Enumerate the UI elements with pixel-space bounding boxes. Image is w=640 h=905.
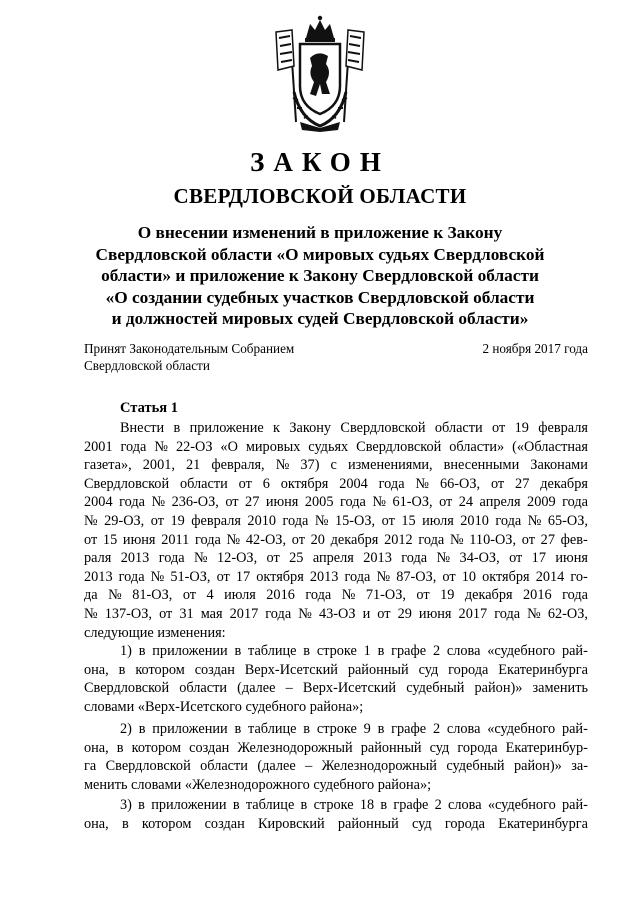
text-line: словами «Верх-Исетского судебного района»; (84, 698, 364, 715)
law-subject (60, 222, 580, 330)
text-line: № 29-ОЗ, от 19 февраля 2010 года № 15-ОЗ, от 15 июля 2010 года № 65-ОЗ, (84, 512, 588, 529)
text-line: газета», 2001, 21 февраля, № 37) с изменениями, внесенными Законами (84, 457, 588, 474)
text-line: следующие изменения: (84, 624, 226, 641)
article-heading: Статья 1 (120, 400, 178, 416)
law-title: ЗАКОН (250, 147, 390, 177)
subject-line: и должностей мировых судей Свердловской области» (111, 309, 529, 328)
subject-line: области» и приложение к Закону Свердловской области (101, 266, 539, 285)
text-line: она, в котором создан Кировский районный суд города Екатеринбурга (84, 815, 588, 832)
text-line: Внести в приложение к Закону Свердловской области от 19 февраля (120, 420, 588, 436)
text-line: Свердловской области (далее – Верх-Исетский судебный район)» заменить (84, 680, 588, 697)
text-line: № 137-ОЗ, от 31 мая 2017 года № 43-ОЗ и от 29 июня 2017 года № 62-ОЗ, (84, 605, 588, 622)
coat-of-arms-emblem (270, 14, 370, 132)
text-line: от 15 июня 2011 года № 42-ОЗ, от 20 декабря 2012 года № 110-ОЗ, от 27 фев- (84, 531, 588, 548)
text-line: 2001 года № 22-ОЗ «О мировых судьях Свердловской области» («Областная (84, 438, 588, 455)
text-line: 1) в приложении в таблице в строке 1 в графе 2 слова «судебного рай- (120, 643, 588, 659)
text-line: да № 81-ОЗ, от 4 июля 2016 года № 71-ОЗ, от 19 декабря 2016 года (84, 587, 588, 604)
adoption-date: 2 ноября 2017 года (482, 341, 588, 356)
text-line: 2004 года № 236-ОЗ, от 27 июня 2005 года № 61-ОЗ, от 24 апреля 2009 года (84, 494, 588, 511)
article-item-2 (84, 720, 588, 794)
text-line: 2013 года № 51-ОЗ, от 17 октября 2013 года № 87-ОЗ, от 10 октября 2014 го- (84, 568, 588, 585)
text-line: менить словами «Железнодорожного судебного района»; (84, 776, 432, 793)
article-intro (84, 419, 588, 642)
text-line: она, в котором создан Верх-Исетский районный суд города Екатеринбурга (84, 661, 588, 678)
adopted-by-line: Свердловской области (84, 357, 210, 373)
article-item-3 (84, 796, 588, 833)
text-line: га Свердловской области (далее – Железнодорожный судебный район)» за- (84, 758, 588, 775)
text-line: она, в котором создан Железнодорожный районный суд города Екатеринбур- (84, 739, 588, 756)
text-line: 3) в приложении в таблице в строке 18 в графе 2 слова «судебного рай- (120, 797, 588, 813)
text-line: раля 2013 года № 12-ОЗ, от 25 апреля 2013 года № 34-ОЗ, от 17 июня (84, 550, 588, 567)
adopted-by-line: Принят Законодательным Собранием (84, 341, 295, 356)
region-title: СВЕРДЛОВСКОЙ ОБЛАСТИ (173, 184, 467, 208)
subject-line: Свердловской области «О мировых судьях Свердловской (95, 244, 545, 264)
subject-line: О внесении изменений в приложение к Закону (137, 223, 503, 242)
text-line: Свердловской области от 6 октября 2004 года № 66-ОЗ, от 27 декабря (84, 475, 588, 492)
text-line: 2) в приложении в таблице в строке 9 в графе 2 слова «судебного рай- (120, 721, 588, 737)
subject-line: «О создании судебных участков Свердловской области (105, 287, 535, 307)
article-item-1 (84, 642, 588, 716)
adopted-by (84, 341, 294, 374)
